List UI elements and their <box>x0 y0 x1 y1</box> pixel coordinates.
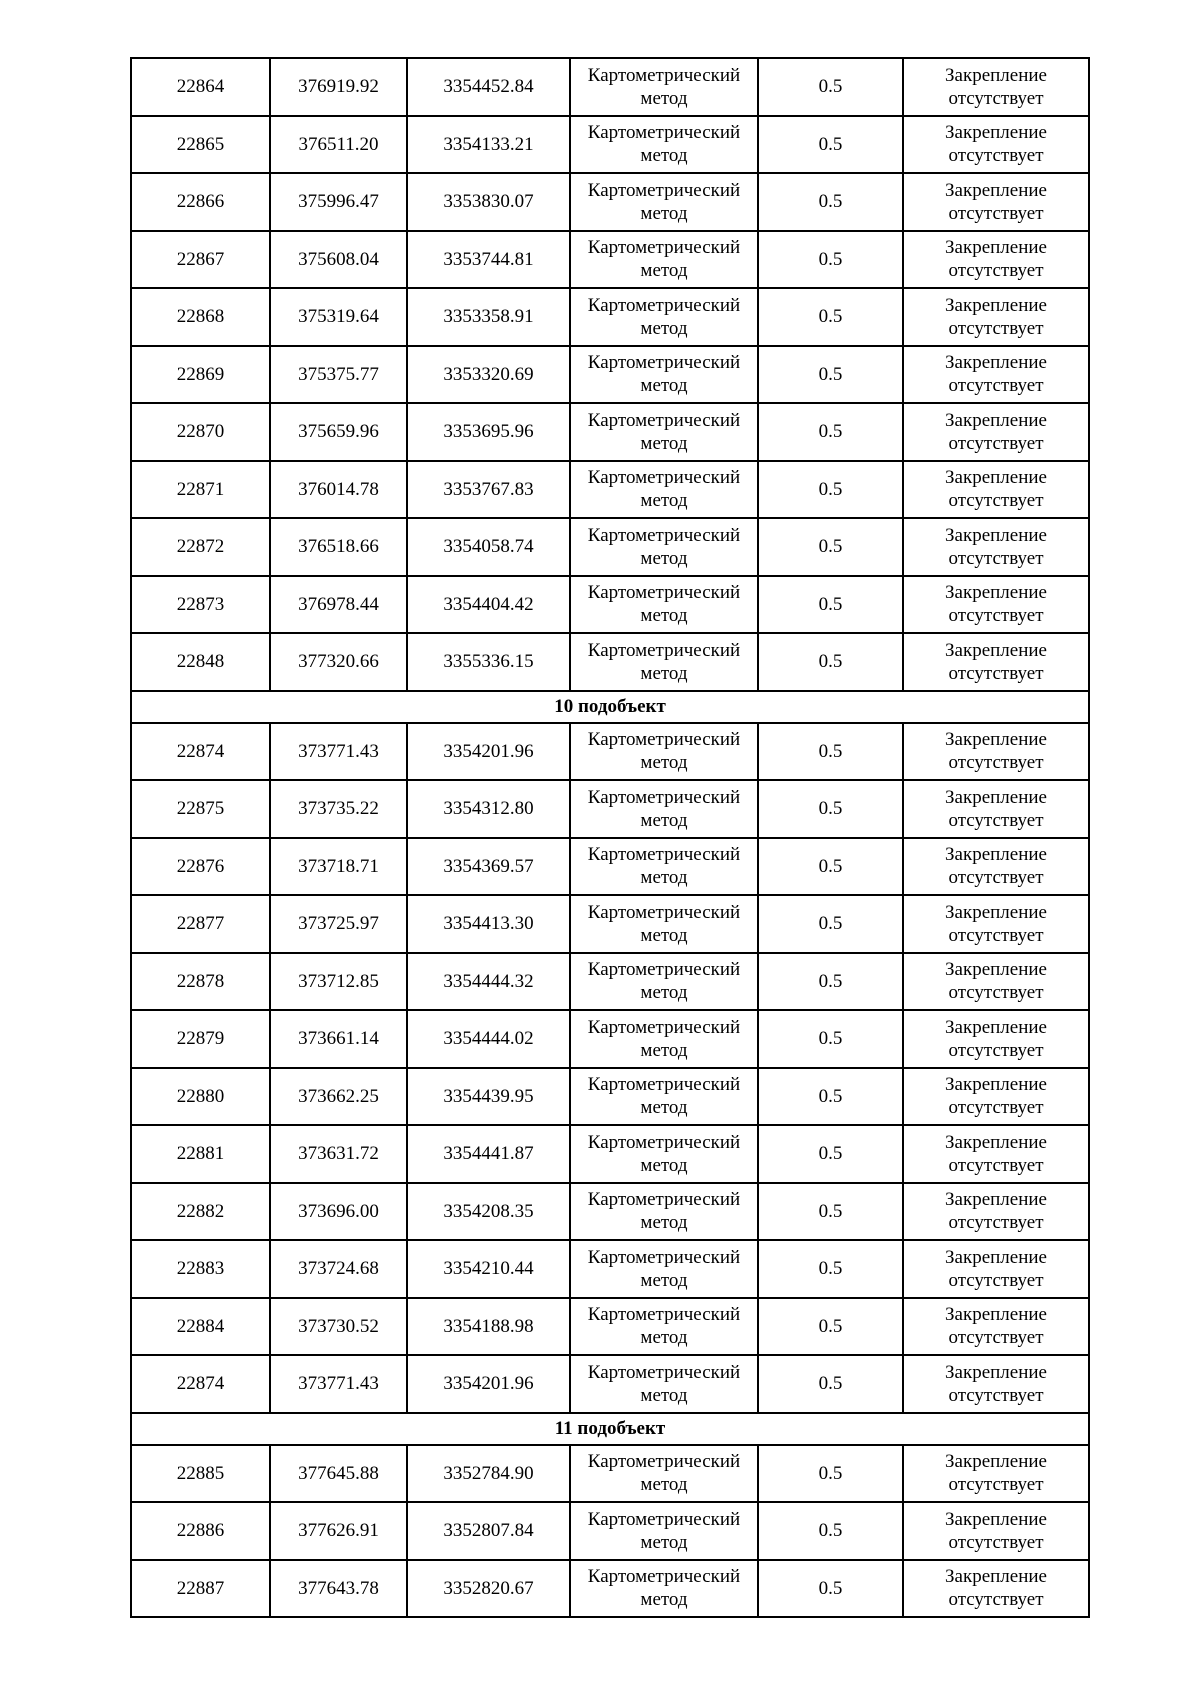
point-number-cell: 22872 <box>131 518 270 576</box>
y-coordinate-cell: 3354201.96 <box>407 1355 570 1413</box>
x-coordinate-cell: 373724.68 <box>270 1240 407 1298</box>
table-row <box>131 288 1089 346</box>
y-coordinate-cell: 3354058.74 <box>407 518 570 576</box>
fixation-cell: Закрепление отсутствует <box>903 576 1089 634</box>
table-row <box>131 633 1089 691</box>
method-cell: Картометрический метод <box>570 1355 758 1413</box>
method-cell: Картометрический метод <box>570 288 758 346</box>
accuracy-cell: 0.5 <box>758 1183 903 1241</box>
point-number-cell: 22874 <box>131 1355 270 1413</box>
table-row <box>131 1010 1089 1068</box>
point-number-cell: 22869 <box>131 346 270 404</box>
table-row <box>131 1298 1089 1356</box>
x-coordinate-cell: 373631.72 <box>270 1125 407 1183</box>
point-number-cell: 22885 <box>131 1445 270 1503</box>
method-cell: Картометрический метод <box>570 1240 758 1298</box>
x-coordinate-cell: 376978.44 <box>270 576 407 634</box>
x-coordinate-cell: 377626.91 <box>270 1502 407 1560</box>
y-coordinate-cell: 3354208.35 <box>407 1183 570 1241</box>
table-row <box>131 173 1089 231</box>
method-cell: Картометрический метод <box>570 723 758 781</box>
y-coordinate-cell: 3354439.95 <box>407 1068 570 1126</box>
method-cell: Картометрический метод <box>570 1502 758 1560</box>
coordinates-table <box>130 57 1090 1618</box>
point-number-cell: 22878 <box>131 953 270 1011</box>
table-row <box>131 1125 1089 1183</box>
y-coordinate-cell: 3354413.30 <box>407 895 570 953</box>
x-coordinate-cell: 377320.66 <box>270 633 407 691</box>
fixation-cell: Закрепление отсутствует <box>903 461 1089 519</box>
method-cell: Картометрический метод <box>570 633 758 691</box>
y-coordinate-cell: 3354444.02 <box>407 1010 570 1068</box>
table-row <box>131 895 1089 953</box>
accuracy-cell: 0.5 <box>758 231 903 289</box>
method-cell: Картометрический метод <box>570 58 758 116</box>
coordinates-table-body <box>131 58 1089 1617</box>
point-number-cell: 22882 <box>131 1183 270 1241</box>
point-number-cell: 22886 <box>131 1502 270 1560</box>
fixation-cell: Закрепление отсутствует <box>903 1183 1089 1241</box>
method-cell: Картометрический метод <box>570 1068 758 1126</box>
accuracy-cell: 0.5 <box>758 838 903 896</box>
x-coordinate-cell: 373725.97 <box>270 895 407 953</box>
x-coordinate-cell: 376518.66 <box>270 518 407 576</box>
y-coordinate-cell: 3354444.32 <box>407 953 570 1011</box>
table-row <box>131 780 1089 838</box>
point-number-cell: 22873 <box>131 576 270 634</box>
method-cell: Картометрический метод <box>570 1298 758 1356</box>
fixation-cell: Закрепление отсутствует <box>903 231 1089 289</box>
fixation-cell: Закрепление отсутствует <box>903 346 1089 404</box>
table-row <box>131 1445 1089 1503</box>
y-coordinate-cell: 3352807.84 <box>407 1502 570 1560</box>
fixation-cell: Закрепление отсутствует <box>903 953 1089 1011</box>
fixation-cell: Закрепление отсутствует <box>903 838 1089 896</box>
table-row <box>131 1355 1089 1413</box>
method-cell: Картометрический метод <box>570 346 758 404</box>
x-coordinate-cell: 377643.78 <box>270 1560 407 1618</box>
x-coordinate-cell: 376511.20 <box>270 116 407 174</box>
table-row <box>131 116 1089 174</box>
y-coordinate-cell: 3354133.21 <box>407 116 570 174</box>
x-coordinate-cell: 373718.71 <box>270 838 407 896</box>
fixation-cell: Закрепление отсутствует <box>903 116 1089 174</box>
point-number-cell: 22870 <box>131 403 270 461</box>
point-number-cell: 22887 <box>131 1560 270 1618</box>
method-cell: Картометрический метод <box>570 173 758 231</box>
point-number-cell: 22875 <box>131 780 270 838</box>
point-number-cell: 22877 <box>131 895 270 953</box>
table-row <box>131 576 1089 634</box>
table-row <box>131 518 1089 576</box>
point-number-cell: 22848 <box>131 633 270 691</box>
method-cell: Картометрический метод <box>570 838 758 896</box>
table-row <box>131 1240 1089 1298</box>
fixation-cell: Закрепление отсутствует <box>903 288 1089 346</box>
table-row <box>131 1183 1089 1241</box>
y-coordinate-cell: 3354210.44 <box>407 1240 570 1298</box>
x-coordinate-cell: 373735.22 <box>270 780 407 838</box>
table-row <box>131 1502 1089 1560</box>
y-coordinate-cell: 3353695.96 <box>407 403 570 461</box>
y-coordinate-cell: 3354452.84 <box>407 58 570 116</box>
x-coordinate-cell: 373771.43 <box>270 1355 407 1413</box>
point-number-cell: 22880 <box>131 1068 270 1126</box>
x-coordinate-cell: 373771.43 <box>270 723 407 781</box>
y-coordinate-cell: 3355336.15 <box>407 633 570 691</box>
y-coordinate-cell: 3353744.81 <box>407 231 570 289</box>
fixation-cell: Закрепление отсутствует <box>903 1355 1089 1413</box>
method-cell: Картометрический метод <box>570 1445 758 1503</box>
method-cell: Картометрический метод <box>570 780 758 838</box>
method-cell: Картометрический метод <box>570 1125 758 1183</box>
accuracy-cell: 0.5 <box>758 58 903 116</box>
x-coordinate-cell: 375375.77 <box>270 346 407 404</box>
y-coordinate-cell: 3352820.67 <box>407 1560 570 1618</box>
fixation-cell: Закрепление отсутствует <box>903 518 1089 576</box>
point-number-cell: 22874 <box>131 723 270 781</box>
fixation-cell: Закрепление отсутствует <box>903 58 1089 116</box>
accuracy-cell: 0.5 <box>758 953 903 1011</box>
method-cell: Картометрический метод <box>570 895 758 953</box>
method-cell: Картометрический метод <box>570 116 758 174</box>
subobject-title: 10 подобъект <box>131 691 1089 723</box>
method-cell: Картометрический метод <box>570 518 758 576</box>
table-row <box>131 1560 1089 1618</box>
x-coordinate-cell: 375608.04 <box>270 231 407 289</box>
accuracy-cell: 0.5 <box>758 633 903 691</box>
y-coordinate-cell: 3353358.91 <box>407 288 570 346</box>
table-row <box>131 1068 1089 1126</box>
fixation-cell: Закрепление отсутствует <box>903 1125 1089 1183</box>
accuracy-cell: 0.5 <box>758 1560 903 1618</box>
method-cell: Картометрический метод <box>570 231 758 289</box>
table-row <box>131 346 1089 404</box>
point-number-cell: 22868 <box>131 288 270 346</box>
accuracy-cell: 0.5 <box>758 1298 903 1356</box>
accuracy-cell: 0.5 <box>758 723 903 781</box>
x-coordinate-cell: 376919.92 <box>270 58 407 116</box>
fixation-cell: Закрепление отсутствует <box>903 1010 1089 1068</box>
x-coordinate-cell: 373662.25 <box>270 1068 407 1126</box>
accuracy-cell: 0.5 <box>758 461 903 519</box>
accuracy-cell: 0.5 <box>758 1125 903 1183</box>
method-cell: Картометрический метод <box>570 403 758 461</box>
point-number-cell: 22883 <box>131 1240 270 1298</box>
accuracy-cell: 0.5 <box>758 173 903 231</box>
method-cell: Картометрический метод <box>570 1183 758 1241</box>
fixation-cell: Закрепление отсутствует <box>903 780 1089 838</box>
accuracy-cell: 0.5 <box>758 288 903 346</box>
y-coordinate-cell: 3354369.57 <box>407 838 570 896</box>
y-coordinate-cell: 3354312.80 <box>407 780 570 838</box>
point-number-cell: 22871 <box>131 461 270 519</box>
point-number-cell: 22866 <box>131 173 270 231</box>
x-coordinate-cell: 373730.52 <box>270 1298 407 1356</box>
point-number-cell: 22867 <box>131 231 270 289</box>
x-coordinate-cell: 377645.88 <box>270 1445 407 1503</box>
point-number-cell: 22864 <box>131 58 270 116</box>
point-number-cell: 22865 <box>131 116 270 174</box>
x-coordinate-cell: 373661.14 <box>270 1010 407 1068</box>
table-row <box>131 838 1089 896</box>
y-coordinate-cell: 3352784.90 <box>407 1445 570 1503</box>
accuracy-cell: 0.5 <box>758 403 903 461</box>
subobject-header-row <box>131 691 1089 723</box>
fixation-cell: Закрепление отсутствует <box>903 1560 1089 1618</box>
fixation-cell: Закрепление отсутствует <box>903 403 1089 461</box>
fixation-cell: Закрепление отсутствует <box>903 1445 1089 1503</box>
accuracy-cell: 0.5 <box>758 518 903 576</box>
point-number-cell: 22884 <box>131 1298 270 1356</box>
accuracy-cell: 0.5 <box>758 1068 903 1126</box>
fixation-cell: Закрепление отсутствует <box>903 1240 1089 1298</box>
fixation-cell: Закрепление отсутствует <box>903 633 1089 691</box>
fixation-cell: Закрепление отсутствует <box>903 1298 1089 1356</box>
accuracy-cell: 0.5 <box>758 1502 903 1560</box>
table-row <box>131 58 1089 116</box>
y-coordinate-cell: 3354201.96 <box>407 723 570 781</box>
x-coordinate-cell: 375996.47 <box>270 173 407 231</box>
y-coordinate-cell: 3354441.87 <box>407 1125 570 1183</box>
method-cell: Картометрический метод <box>570 461 758 519</box>
table-row <box>131 953 1089 1011</box>
x-coordinate-cell: 376014.78 <box>270 461 407 519</box>
y-coordinate-cell: 3353767.83 <box>407 461 570 519</box>
fixation-cell: Закрепление отсутствует <box>903 723 1089 781</box>
subobject-title: 11 подобъект <box>131 1413 1089 1445</box>
table-row <box>131 231 1089 289</box>
accuracy-cell: 0.5 <box>758 780 903 838</box>
x-coordinate-cell: 375659.96 <box>270 403 407 461</box>
accuracy-cell: 0.5 <box>758 116 903 174</box>
y-coordinate-cell: 3353830.07 <box>407 173 570 231</box>
accuracy-cell: 0.5 <box>758 346 903 404</box>
method-cell: Картометрический метод <box>570 1560 758 1618</box>
point-number-cell: 22879 <box>131 1010 270 1068</box>
y-coordinate-cell: 3353320.69 <box>407 346 570 404</box>
y-coordinate-cell: 3354404.42 <box>407 576 570 634</box>
method-cell: Картометрический метод <box>570 953 758 1011</box>
table-row <box>131 723 1089 781</box>
table-row <box>131 461 1089 519</box>
accuracy-cell: 0.5 <box>758 1240 903 1298</box>
fixation-cell: Закрепление отсутствует <box>903 1068 1089 1126</box>
fixation-cell: Закрепление отсутствует <box>903 895 1089 953</box>
table-row <box>131 403 1089 461</box>
method-cell: Картометрический метод <box>570 1010 758 1068</box>
subobject-header-row <box>131 1413 1089 1445</box>
fixation-cell: Закрепление отсутствует <box>903 1502 1089 1560</box>
method-cell: Картометрический метод <box>570 576 758 634</box>
x-coordinate-cell: 373712.85 <box>270 953 407 1011</box>
accuracy-cell: 0.5 <box>758 1010 903 1068</box>
accuracy-cell: 0.5 <box>758 576 903 634</box>
accuracy-cell: 0.5 <box>758 1355 903 1413</box>
accuracy-cell: 0.5 <box>758 1445 903 1503</box>
x-coordinate-cell: 375319.64 <box>270 288 407 346</box>
point-number-cell: 22876 <box>131 838 270 896</box>
point-number-cell: 22881 <box>131 1125 270 1183</box>
y-coordinate-cell: 3354188.98 <box>407 1298 570 1356</box>
fixation-cell: Закрепление отсутствует <box>903 173 1089 231</box>
accuracy-cell: 0.5 <box>758 895 903 953</box>
x-coordinate-cell: 373696.00 <box>270 1183 407 1241</box>
